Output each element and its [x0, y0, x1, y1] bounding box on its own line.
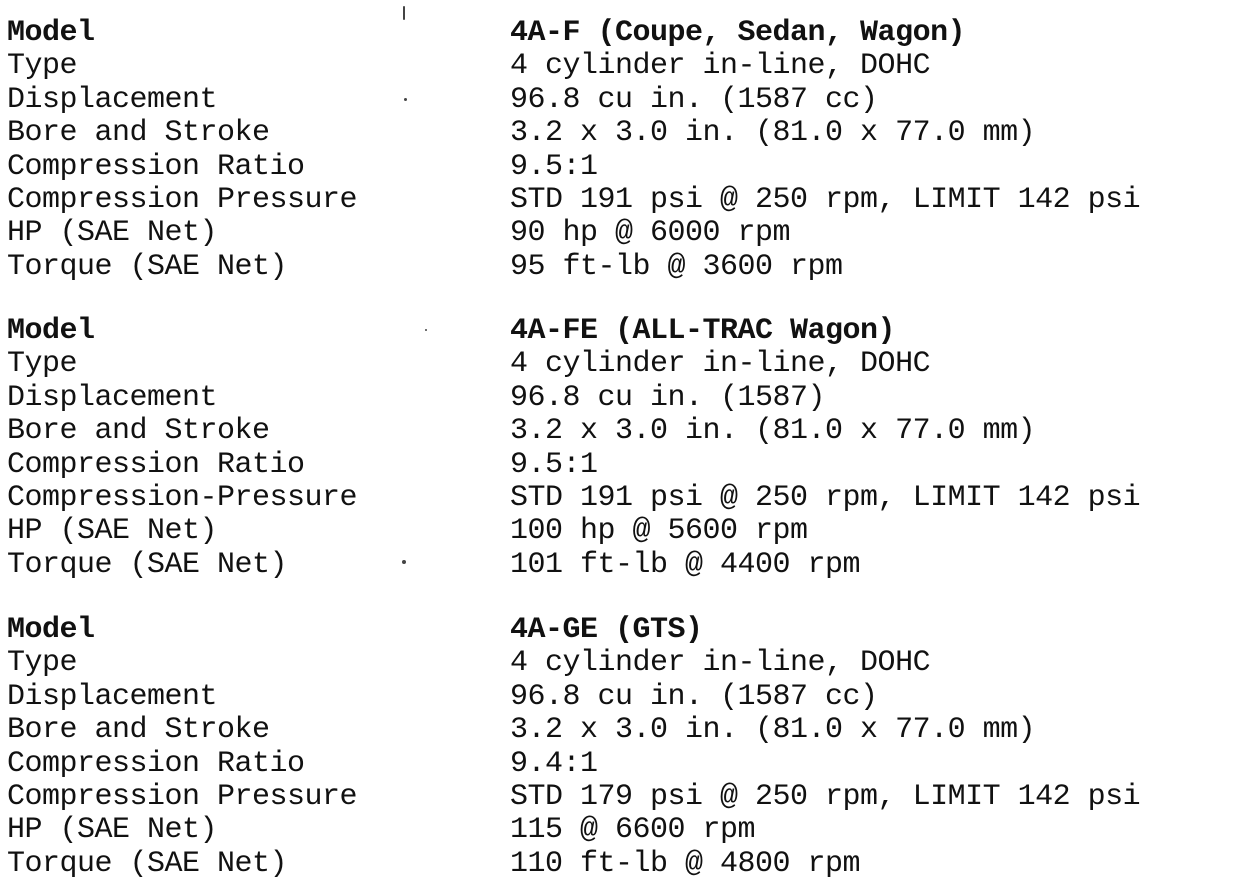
spec-value: 4 cylinder in-line, DOHC — [510, 347, 931, 381]
spec-label: Torque (SAE Net) — [7, 250, 288, 284]
spec-value: 90 hp @ 6000 rpm — [510, 216, 791, 250]
spec-value: 96.8 cu in. (1587) — [510, 381, 826, 415]
spec-row-torque — [0, 848, 1248, 881]
spec-row-compression-pressure — [0, 184, 1248, 217]
spec-label: Compression Ratio — [7, 150, 305, 184]
spec-row-displacement — [0, 681, 1248, 714]
spec-label: Torque (SAE Net) — [7, 847, 288, 881]
spec-row-compression-ratio — [0, 748, 1248, 781]
spec-row-model — [0, 17, 1248, 50]
spec-value: 100 hp @ 5600 rpm — [510, 514, 808, 548]
spec-label: HP (SAE Net) — [7, 514, 218, 548]
spec-row-displacement — [0, 84, 1248, 117]
spec-value: 101 ft-lb @ 4400 rpm — [510, 548, 861, 582]
spec-label: Model — [7, 613, 95, 647]
spec-value: 9.5:1 — [510, 150, 598, 184]
scan-speck — [403, 6, 405, 20]
spec-value: 4A-GE (GTS) — [510, 613, 703, 647]
spec-row-compression-pressure — [0, 781, 1248, 814]
spec-label: Bore and Stroke — [7, 713, 270, 747]
spec-value: 4 cylinder in-line, DOHC — [510, 49, 931, 83]
spec-label: Model — [7, 16, 95, 50]
spec-row-type — [0, 348, 1248, 381]
spec-value: 96.8 cu in. (1587 cc) — [510, 83, 878, 117]
spec-label: Displacement — [7, 680, 218, 714]
spec-label: Compression Pressure — [7, 183, 358, 217]
spec-label: Bore and Stroke — [7, 116, 270, 150]
spec-row-bore-stroke — [0, 117, 1248, 150]
spec-label: Model — [7, 314, 95, 348]
scan-speck — [404, 98, 407, 101]
spec-row-model — [0, 315, 1248, 348]
spec-label: Torque (SAE Net) — [7, 548, 288, 582]
spec-label: Displacement — [7, 381, 218, 415]
spec-value: 115 @ 6600 rpm — [510, 813, 756, 847]
spec-row-hp — [0, 515, 1248, 548]
spec-row-bore-stroke — [0, 714, 1248, 747]
spec-value: 3.2 x 3.0 in. (81.0 x 77.0 mm) — [510, 414, 1036, 448]
spec-row-hp — [0, 814, 1248, 847]
spec-label: Compression Ratio — [7, 448, 305, 482]
spec-row-compression-ratio — [0, 151, 1248, 184]
spec-value: 3.2 x 3.0 in. (81.0 x 77.0 mm) — [510, 116, 1036, 150]
spec-row-compression-ratio — [0, 449, 1248, 482]
spec-row-hp — [0, 217, 1248, 250]
spec-label: Compression Pressure — [7, 780, 358, 814]
spec-row-torque — [0, 251, 1248, 284]
spec-label: HP (SAE Net) — [7, 216, 218, 250]
spec-label: Type — [7, 49, 78, 83]
scan-speck — [402, 560, 406, 564]
spec-label: HP (SAE Net) — [7, 813, 218, 847]
spec-value: 95 ft-lb @ 3600 rpm — [510, 250, 843, 284]
spec-row-displacement — [0, 382, 1248, 415]
spec-value: 3.2 x 3.0 in. (81.0 x 77.0 mm) — [510, 713, 1036, 747]
spec-row-bore-stroke — [0, 415, 1248, 448]
spec-label: Compression-Pressure — [7, 481, 358, 515]
spec-label: Compression Ratio — [7, 747, 305, 781]
spec-value: STD 191 psi @ 250 rpm, LIMIT 142 psi — [510, 481, 1141, 515]
scan-speck — [425, 329, 427, 331]
spec-label: Type — [7, 646, 78, 680]
spec-value: 9.4:1 — [510, 747, 598, 781]
spec-row-compression-pressure — [0, 482, 1248, 515]
spec-row-type — [0, 647, 1248, 680]
spec-row-torque — [0, 549, 1248, 582]
spec-value: STD 179 psi @ 250 rpm, LIMIT 142 psi — [510, 780, 1141, 814]
spec-value: 96.8 cu in. (1587 cc) — [510, 680, 878, 714]
spec-row-type — [0, 50, 1248, 83]
spec-label: Type — [7, 347, 78, 381]
spec-row-model — [0, 614, 1248, 647]
spec-label: Displacement — [7, 83, 218, 117]
spec-value: 110 ft-lb @ 4800 rpm — [510, 847, 861, 881]
spec-value: 9.5:1 — [510, 448, 598, 482]
spec-value: 4A-F (Coupe, Sedan, Wagon) — [510, 16, 966, 50]
spec-value: STD 191 psi @ 250 rpm, LIMIT 142 psi — [510, 183, 1141, 217]
spec-label: Bore and Stroke — [7, 414, 270, 448]
spec-value: 4 cylinder in-line, DOHC — [510, 646, 931, 680]
spec-value: 4A-FE (ALL-TRAC Wagon) — [510, 314, 896, 348]
